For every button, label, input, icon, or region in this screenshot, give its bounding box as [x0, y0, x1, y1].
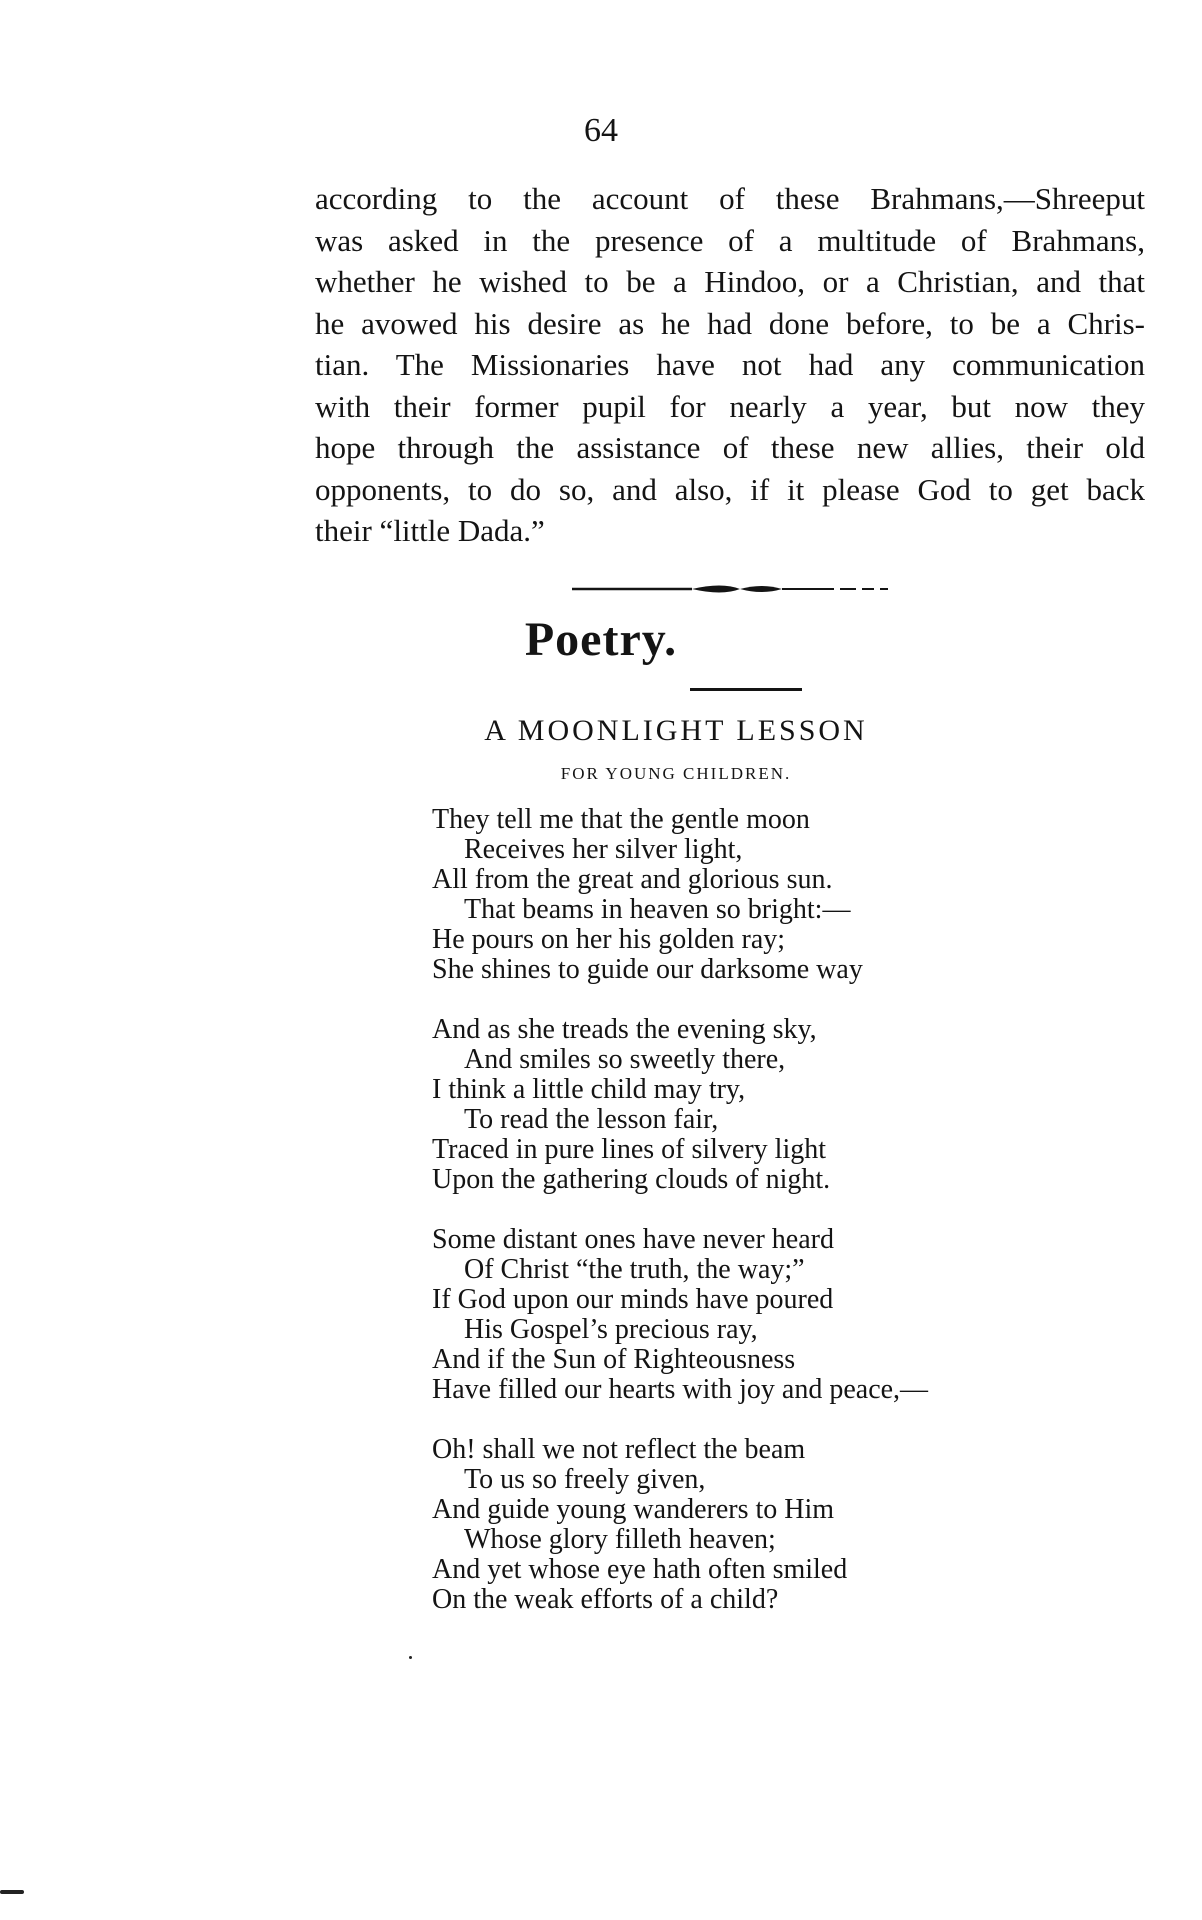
poem-line: And as she treads the evening sky,: [432, 1014, 817, 1045]
poem-line: Have filled our hearts with joy and peace,—: [432, 1374, 929, 1405]
poem-line: To us so freely given,: [464, 1464, 706, 1495]
poem-line: And yet whose eye hath often smiled: [432, 1554, 848, 1585]
poem-line: They tell me that the gentle moon: [432, 804, 810, 835]
poem-body: [432, 805, 1032, 1645]
poem-line: That beams in heaven so bright:—: [464, 894, 851, 925]
poem-line: All from the great and glorious sun.: [432, 864, 833, 895]
prose-line: was asked in the presence of a multitude of Brahmans,: [315, 222, 1145, 258]
poem-line: Whose glory filleth heaven;: [464, 1524, 776, 1555]
poem-line: Some distant ones have never heard: [432, 1224, 834, 1255]
poem-title: A MOONLIGHT LESSON: [484, 714, 868, 747]
poem-line: She shines to guide our darksome way: [432, 954, 863, 985]
prose-line: with their former pupil for nearly a year, but now they: [315, 388, 1145, 424]
prose-line: according to the account of these Brahmans,—Shreeput: [315, 181, 1145, 216]
poem-line: And guide young wanderers to Him: [432, 1494, 835, 1525]
ornamental-divider: [572, 582, 892, 596]
poem-subtitle: FOR YOUNG CHILDREN.: [560, 764, 792, 783]
stray-dot: [409, 1656, 412, 1659]
poem-line: His Gospel’s precious ray,: [464, 1314, 758, 1345]
heading-rule: [690, 688, 802, 691]
poem-line: On the weak efforts of a child?: [432, 1584, 779, 1615]
poem-line: And if the Sun of Righteousness: [432, 1344, 796, 1375]
poem-stanza: [432, 1225, 1032, 1405]
poem-line: If God upon our minds have poured: [432, 1284, 834, 1315]
poem-line: Oh! shall we not reflect the beam: [432, 1434, 806, 1465]
page-number: 64: [584, 112, 618, 149]
prose-line: tian. The Missionaries have not had any communication: [315, 347, 1145, 382]
prose-line: he avowed his desire as he had done before, to be a Chris-: [315, 305, 1145, 341]
prose-paragraph: [315, 178, 1145, 552]
prose-line: opponents, to do so, and also, if it please God to get back: [315, 471, 1145, 507]
poem-line: Upon the gathering clouds of night.: [432, 1164, 831, 1195]
poem-line: I think a little child may try,: [432, 1074, 746, 1105]
poem-line: He pours on her his golden ray;: [432, 924, 786, 955]
margin-mark: [0, 1890, 24, 1894]
poem-line: Traced in pure lines of silvery light: [432, 1134, 827, 1165]
poem-line: And smiles so sweetly there,: [464, 1044, 786, 1075]
poem-line: Of Christ “the truth, the way;”: [464, 1254, 805, 1285]
poem-stanza: [432, 1015, 1032, 1195]
poem-stanza: [432, 805, 1032, 985]
prose-line: hope through the assistance of these new allies, their old: [315, 430, 1145, 465]
section-heading: Poetry.: [524, 613, 678, 666]
prose-line: whether he wished to be a Hindoo, or a Christian, and that: [315, 264, 1145, 299]
poem-line: Receives her silver light,: [464, 834, 743, 865]
poem-stanza: [432, 1435, 1032, 1615]
prose-line: their “little Dada.”: [315, 513, 545, 548]
poem-line: To read the lesson fair,: [464, 1104, 719, 1135]
